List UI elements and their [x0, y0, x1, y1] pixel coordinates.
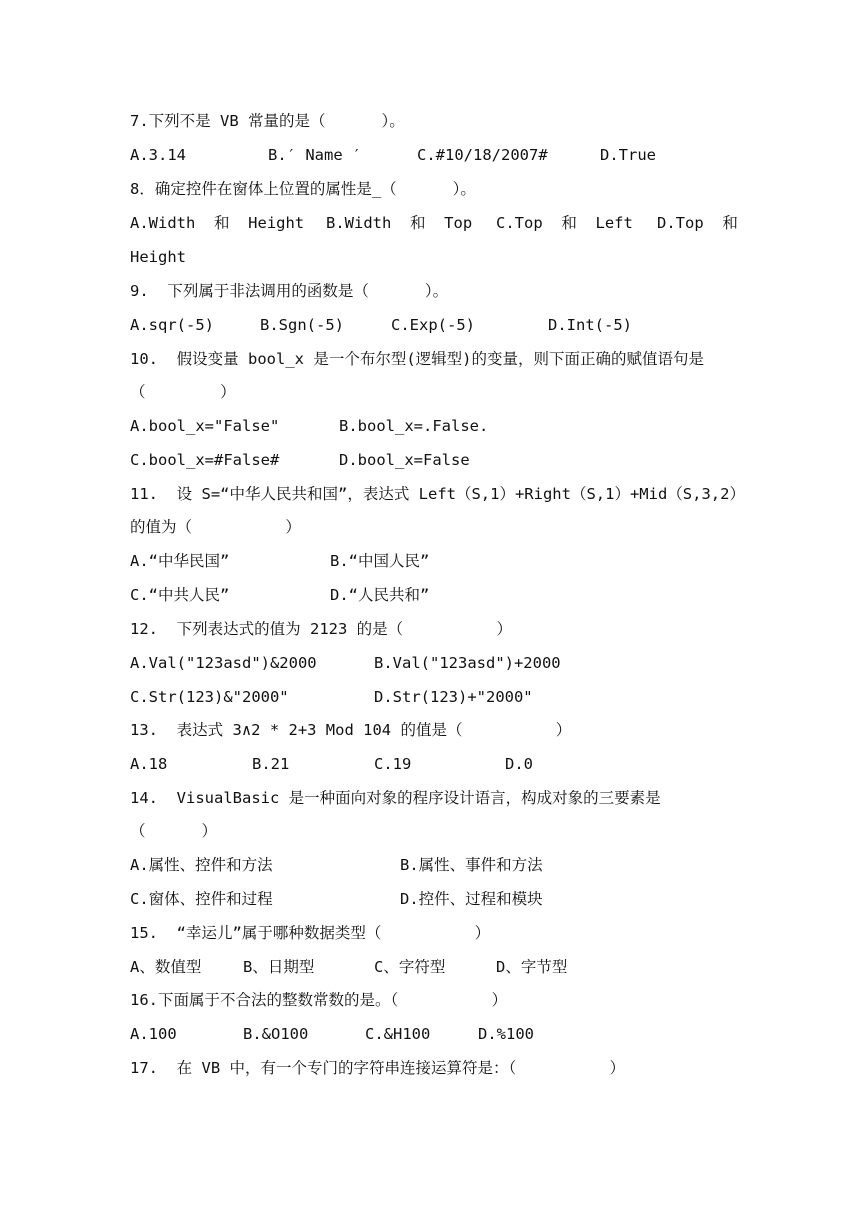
option-c: C.Str(123)&"2000": [130, 688, 289, 706]
option-d: D.“人民共和”: [330, 586, 430, 604]
question-16-options: [130, 1024, 730, 1144]
option-b: B.&O100: [243, 1025, 309, 1043]
option-b: B.Width 和 Top: [326, 214, 473, 232]
option-b: B.Val("123asd")+2000: [374, 654, 561, 672]
option-b: B.bool_x=.False.: [339, 417, 489, 435]
option-d: D.Int(-5): [548, 316, 632, 334]
option-c: C.bool_x=#False#: [130, 451, 280, 469]
question-17-stem: 17. 在 VB 中，有一个专门的字符串连接运算符是：（ ）: [130, 1059, 626, 1077]
option-d: D、字节型: [496, 958, 568, 976]
option-a: A.属性、控件和方法: [130, 856, 273, 874]
question-11-stem: 11. 设 S=“中华人民共和国”，表达式 Left（S,1）+Right（S,1）+Mid（S,3,2）: [130, 485, 745, 503]
option-a: A.100: [130, 1025, 177, 1043]
question-16-stem: 16.下面属于不合法的整数常数的是。（ ）: [130, 991, 508, 1009]
option-b: B.′ Name ′: [268, 146, 362, 164]
option-c: C.#10/18/2007#: [417, 146, 548, 164]
option-d: D.True: [600, 146, 656, 164]
question-12-stem: 12. 下列表达式的值为 2123 的是（ ）: [130, 620, 512, 638]
option-c: C.Exp(-5): [391, 316, 475, 334]
option-b: B.Sgn(-5): [260, 316, 344, 334]
option-d: D.%100: [478, 1025, 534, 1043]
question-8-stem: 8．确定控件在窗体上位置的属性是_（ ）。: [130, 180, 476, 198]
option-d: D.bool_x=False: [339, 451, 470, 469]
option-a: A.Val("123asd")&2000: [130, 654, 317, 672]
question-14-stem-continuation: （ ）: [130, 822, 217, 840]
option-a: A.Width 和 Height: [130, 214, 305, 232]
option-c: C.“中共人民”: [130, 586, 230, 604]
option-d: D.Top 和: [657, 214, 738, 232]
option-b: B、日期型: [243, 958, 315, 976]
option-c: C.窗体、控件和过程: [130, 890, 273, 908]
question-15-stem: 15. “幸运儿”属于哪种数据类型（ ）: [130, 924, 491, 942]
option-d: D.0: [505, 755, 533, 773]
option-b: B.21: [252, 755, 290, 773]
question-8-options-continuation: Height: [130, 248, 186, 266]
option-a: A.bool_x="False": [130, 417, 280, 435]
option-b: B.属性、事件和方法: [400, 856, 543, 874]
option-a: A.3.14: [130, 146, 186, 164]
question-10-stem: 10. 假设变量 bool_x 是一个布尔型(逻辑型)的变量，则下面正确的赋值语句是: [130, 350, 704, 368]
option-a: A.“中华民国”: [130, 552, 230, 570]
question-9-stem: 9. 下列属于非法调用的函数是（ ）。: [130, 282, 449, 300]
option-c: C.19: [374, 755, 412, 773]
option-b: B.“中国人民”: [330, 552, 430, 570]
question-11-stem-continuation: 的值为（ ）: [130, 518, 301, 536]
option-d: D.Str(123)+"2000": [374, 688, 533, 706]
option-a: A.18: [130, 755, 168, 773]
option-c: C、字符型: [374, 958, 446, 976]
question-14-stem: 14. VisualBasic 是一种面向对象的程序设计语言，构成对象的三要素是: [130, 789, 661, 807]
question-10-stem-continuation: （ ）: [130, 383, 236, 401]
question-13-stem: 13. 表达式 3∧2 * 2+3 Mod 104 的值是（ ）: [130, 721, 572, 739]
option-a: A.sqr(-5): [130, 316, 214, 334]
option-c: C.Top 和 Left: [496, 214, 633, 232]
question-7-stem: 7.下列不是 VB 常量的是（ ）。: [130, 112, 405, 130]
option-a: A、数值型: [130, 958, 202, 976]
option-c: C.&H100: [365, 1025, 431, 1043]
option-d: D.控件、过程和模块: [400, 890, 543, 908]
